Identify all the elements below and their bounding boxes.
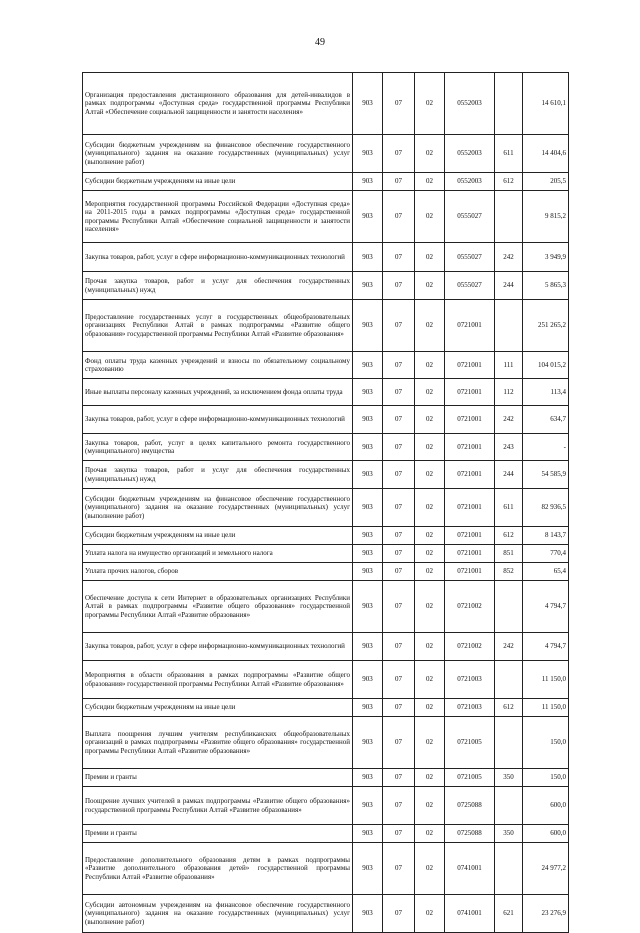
cell-vr: 611	[495, 135, 523, 173]
cell-ved: 903	[353, 406, 383, 434]
row-description: Премии и гранты	[83, 825, 353, 843]
row-description: Организация предоставления дистанционного образования для детей-инвалидов в рамках подпрограммы «Доступная среда» государственной программы Республики Алтай «Обеспечение социальной защищенности и занятости населения»	[83, 73, 353, 135]
row-description: Прочая закупка товаров, работ и услуг для обеспечения государственных (муниципальных) нужд	[83, 461, 353, 489]
cell-csr: 0721002	[445, 581, 495, 633]
cell-sum: -	[523, 434, 569, 461]
cell-vr	[495, 73, 523, 135]
cell-ved: 903	[353, 379, 383, 406]
cell-pr: 02	[415, 300, 445, 352]
cell-rz: 07	[383, 191, 415, 243]
row-description: Фонд оплаты труда казенных учреждений и взносы по обязательному социальному страхованию	[83, 352, 353, 379]
cell-csr: 0721001	[445, 434, 495, 461]
cell-pr: 02	[415, 352, 445, 379]
row-description: Иные выплаты персоналу казенных учреждений, за исключением фонда оплаты труда	[83, 379, 353, 406]
cell-pr: 02	[415, 787, 445, 825]
table-row	[83, 461, 569, 489]
cell-rz: 07	[383, 699, 415, 717]
table-row	[83, 545, 569, 563]
row-description: Предоставление государственных услуг в государственных общеобразовательных организациях Республики Алтай в рамках подпрограммы «Развитие общего образования» государственной программы Республики Алтай «Развитие образования»	[83, 300, 353, 352]
table-row	[83, 843, 569, 895]
cell-sum: 54 585,9	[523, 461, 569, 489]
cell-rz: 07	[383, 633, 415, 661]
cell-vr: 242	[495, 633, 523, 661]
cell-rz: 07	[383, 787, 415, 825]
cell-vr: 243	[495, 434, 523, 461]
table-row	[83, 300, 569, 352]
row-description: Уплата налога на имущество организаций и земельного налога	[83, 545, 353, 563]
cell-rz: 07	[383, 769, 415, 787]
row-description: Субсидии бюджетным учреждениям на иные цели	[83, 699, 353, 717]
cell-pr: 02	[415, 243, 445, 272]
cell-vr: 852	[495, 563, 523, 581]
cell-pr: 02	[415, 581, 445, 633]
table-row	[83, 352, 569, 379]
row-description: Мероприятия государственной программы Российской Федерации «Доступная среда» на 2011-2015 годы в рамках подпрограммы «Доступная среда» государственной программы Республики Алтай «Обеспечение социальной защищенности и занятости населения»	[83, 191, 353, 243]
row-description: Мероприятия в области образования в рамках подпрограммы «Развитие общего образования» государственной программы Республики Алтай «Развитие образования»	[83, 661, 353, 699]
cell-ved: 903	[353, 581, 383, 633]
cell-ved: 903	[353, 633, 383, 661]
cell-vr: 350	[495, 769, 523, 787]
table-row	[83, 563, 569, 581]
row-description: Субсидии бюджетным учреждениям на иные цели	[83, 173, 353, 191]
cell-sum: 104 015,2	[523, 352, 569, 379]
cell-ved: 903	[353, 699, 383, 717]
cell-ved: 903	[353, 73, 383, 135]
table-row	[83, 895, 569, 933]
cell-pr: 02	[415, 272, 445, 300]
cell-vr: 851	[495, 545, 523, 563]
cell-sum: 11 150,0	[523, 661, 569, 699]
cell-vr	[495, 191, 523, 243]
cell-rz: 07	[383, 825, 415, 843]
cell-csr: 0721001	[445, 563, 495, 581]
cell-vr	[495, 843, 523, 895]
cell-csr: 0721001	[445, 527, 495, 545]
cell-rz: 07	[383, 717, 415, 769]
cell-vr: 244	[495, 461, 523, 489]
cell-ved: 903	[353, 825, 383, 843]
table-row	[83, 699, 569, 717]
row-description: Предоставление дополнительного образования детям в рамках подпрограммы «Развитие дополнительного образования детей» государственной программы Республики Алтай «Развитие образования»	[83, 843, 353, 895]
cell-pr: 02	[415, 769, 445, 787]
cell-csr: 0552003	[445, 135, 495, 173]
cell-pr: 02	[415, 191, 445, 243]
cell-ved: 903	[353, 787, 383, 825]
cell-rz: 07	[383, 173, 415, 191]
cell-pr: 02	[415, 825, 445, 843]
cell-ved: 903	[353, 434, 383, 461]
cell-pr: 02	[415, 843, 445, 895]
cell-csr: 0552003	[445, 173, 495, 191]
cell-rz: 07	[383, 272, 415, 300]
cell-csr: 0721003	[445, 699, 495, 717]
cell-pr: 02	[415, 699, 445, 717]
row-description: Закупка товаров, работ, услуг в сфере информационно-коммуникационных технологий	[83, 633, 353, 661]
row-description: Уплата прочих налогов, сборов	[83, 563, 353, 581]
cell-vr: 611	[495, 489, 523, 527]
cell-ved: 903	[353, 461, 383, 489]
table-row	[83, 661, 569, 699]
cell-ved: 903	[353, 843, 383, 895]
cell-pr: 02	[415, 434, 445, 461]
cell-ved: 903	[353, 300, 383, 352]
table-row	[83, 769, 569, 787]
row-description: Субсидии бюджетным учреждениям на финансовое обеспечение государственного (муниципального) задания на оказание государственных (муниципальных) услуг (выполнение работ)	[83, 135, 353, 173]
table-row	[83, 135, 569, 173]
cell-rz: 07	[383, 243, 415, 272]
cell-csr: 0741001	[445, 895, 495, 933]
table-row	[83, 581, 569, 633]
cell-rz: 07	[383, 895, 415, 933]
cell-csr: 0555027	[445, 243, 495, 272]
cell-vr	[495, 661, 523, 699]
cell-pr: 02	[415, 406, 445, 434]
row-description: Закупка товаров, работ, услуг в целях капитального ремонта государственного (муниципального) имущества	[83, 434, 353, 461]
table-row	[83, 173, 569, 191]
cell-vr: 244	[495, 272, 523, 300]
cell-ved: 903	[353, 717, 383, 769]
cell-csr: 0555027	[445, 191, 495, 243]
cell-vr	[495, 787, 523, 825]
table-body	[83, 73, 569, 933]
cell-pr: 02	[415, 527, 445, 545]
row-description: Субсидии бюджетным учреждениям на финансовое обеспечение государственного (муниципального) задания на оказание государственных (муниципальных) услуг (выполнение работ)	[83, 489, 353, 527]
cell-ved: 903	[353, 272, 383, 300]
cell-pr: 02	[415, 895, 445, 933]
cell-ved: 903	[353, 352, 383, 379]
row-description: Выплата поощрения лучшим учителям республиканских общеобразовательных организаций в рамках подпрограммы «Развитие общего образования» государственной программы Республики Алтай «Развитие образования»	[83, 717, 353, 769]
cell-sum: 4 794,7	[523, 581, 569, 633]
table-row	[83, 527, 569, 545]
cell-sum: 9 815,2	[523, 191, 569, 243]
cell-vr: 621	[495, 895, 523, 933]
cell-ved: 903	[353, 191, 383, 243]
cell-csr: 0721001	[445, 461, 495, 489]
cell-csr: 0555027	[445, 272, 495, 300]
page-number: 49	[315, 37, 325, 48]
row-description: Закупка товаров, работ, услуг в сфере информационно-коммуникационных технологий	[83, 406, 353, 434]
cell-ved: 903	[353, 769, 383, 787]
table-row	[83, 825, 569, 843]
cell-rz: 07	[383, 406, 415, 434]
table-row	[83, 787, 569, 825]
cell-sum: 24 977,2	[523, 843, 569, 895]
cell-sum: 600,0	[523, 825, 569, 843]
cell-vr	[495, 300, 523, 352]
cell-csr: 0721001	[445, 406, 495, 434]
cell-rz: 07	[383, 461, 415, 489]
cell-pr: 02	[415, 717, 445, 769]
cell-sum: 634,7	[523, 406, 569, 434]
table-row	[83, 73, 569, 135]
cell-ved: 903	[353, 563, 383, 581]
cell-vr: 612	[495, 699, 523, 717]
row-description: Прочая закупка товаров, работ и услуг для обеспечения государственных (муниципальных) нужд	[83, 272, 353, 300]
row-description: Субсидии автономным учреждениям на финансовое обеспечение государственного (муниципального) задания на оказание государственных (муниципальных) услуг (выполнение работ)	[83, 895, 353, 933]
table-row	[83, 191, 569, 243]
cell-ved: 903	[353, 545, 383, 563]
cell-ved: 903	[353, 661, 383, 699]
cell-pr: 02	[415, 173, 445, 191]
cell-sum: 150,0	[523, 717, 569, 769]
table-row	[83, 379, 569, 406]
cell-rz: 07	[383, 545, 415, 563]
cell-rz: 07	[383, 661, 415, 699]
cell-csr: 0725088	[445, 787, 495, 825]
cell-csr: 0721001	[445, 545, 495, 563]
cell-ved: 903	[353, 173, 383, 191]
cell-pr: 02	[415, 545, 445, 563]
cell-rz: 07	[383, 379, 415, 406]
cell-csr: 0725088	[445, 825, 495, 843]
cell-sum: 5 865,3	[523, 272, 569, 300]
cell-rz: 07	[383, 73, 415, 135]
cell-pr: 02	[415, 563, 445, 581]
cell-sum: 150,0	[523, 769, 569, 787]
cell-sum: 251 265,2	[523, 300, 569, 352]
cell-sum: 4 794,7	[523, 633, 569, 661]
cell-pr: 02	[415, 633, 445, 661]
table-row	[83, 243, 569, 272]
cell-vr: 612	[495, 527, 523, 545]
cell-sum: 8 143,7	[523, 527, 569, 545]
table-row	[83, 272, 569, 300]
cell-rz: 07	[383, 434, 415, 461]
cell-csr: 0721001	[445, 489, 495, 527]
cell-csr: 0721001	[445, 352, 495, 379]
cell-sum: 205,5	[523, 173, 569, 191]
budget-table	[82, 72, 569, 933]
cell-sum: 3 949,9	[523, 243, 569, 272]
cell-pr: 02	[415, 73, 445, 135]
cell-pr: 02	[415, 135, 445, 173]
cell-csr: 0552003	[445, 73, 495, 135]
cell-sum: 23 276,9	[523, 895, 569, 933]
cell-rz: 07	[383, 843, 415, 895]
cell-sum: 113,4	[523, 379, 569, 406]
cell-sum: 600,0	[523, 787, 569, 825]
cell-rz: 07	[383, 581, 415, 633]
cell-pr: 02	[415, 489, 445, 527]
table-row	[83, 489, 569, 527]
cell-rz: 07	[383, 300, 415, 352]
cell-csr: 0721005	[445, 769, 495, 787]
cell-csr: 0721003	[445, 661, 495, 699]
cell-csr: 0721005	[445, 717, 495, 769]
cell-sum: 65,4	[523, 563, 569, 581]
row-description: Обеспечение доступа к сети Интернет в образовательных организациях Республики Алтай в рамках подпрограммы «Развитие общего образования» государственной программы Республики Алтай «Развитие образования»	[83, 581, 353, 633]
cell-csr: 0721001	[445, 379, 495, 406]
cell-rz: 07	[383, 563, 415, 581]
cell-pr: 02	[415, 461, 445, 489]
cell-ved: 903	[353, 527, 383, 545]
cell-sum: 14 610,1	[523, 73, 569, 135]
cell-sum: 14 404,6	[523, 135, 569, 173]
cell-rz: 07	[383, 527, 415, 545]
cell-vr: 112	[495, 379, 523, 406]
cell-pr: 02	[415, 661, 445, 699]
cell-sum: 82 936,5	[523, 489, 569, 527]
cell-vr: 242	[495, 406, 523, 434]
row-description: Поощрение лучших учителей в рамках подпрограммы «Развитие общего образования» государственной программы Республики Алтай «Развитие образования»	[83, 787, 353, 825]
cell-pr: 02	[415, 379, 445, 406]
cell-rz: 07	[383, 352, 415, 379]
table-row	[83, 406, 569, 434]
cell-sum: 770,4	[523, 545, 569, 563]
row-description: Премии и гранты	[83, 769, 353, 787]
table-row	[83, 633, 569, 661]
cell-csr: 0721002	[445, 633, 495, 661]
cell-vr: 242	[495, 243, 523, 272]
cell-vr: 111	[495, 352, 523, 379]
cell-ved: 903	[353, 135, 383, 173]
cell-rz: 07	[383, 135, 415, 173]
cell-rz: 07	[383, 489, 415, 527]
table-row	[83, 717, 569, 769]
cell-csr: 0721001	[445, 300, 495, 352]
row-description: Субсидии бюджетным учреждениям на иные цели	[83, 527, 353, 545]
cell-sum: 11 150,0	[523, 699, 569, 717]
cell-vr: 350	[495, 825, 523, 843]
cell-ved: 903	[353, 489, 383, 527]
cell-vr	[495, 717, 523, 769]
cell-ved: 903	[353, 243, 383, 272]
cell-csr: 0741001	[445, 843, 495, 895]
cell-ved: 903	[353, 895, 383, 933]
row-description: Закупка товаров, работ, услуг в сфере информационно-коммуникационных технологий	[83, 243, 353, 272]
table-row	[83, 434, 569, 461]
cell-vr	[495, 581, 523, 633]
cell-vr: 612	[495, 173, 523, 191]
